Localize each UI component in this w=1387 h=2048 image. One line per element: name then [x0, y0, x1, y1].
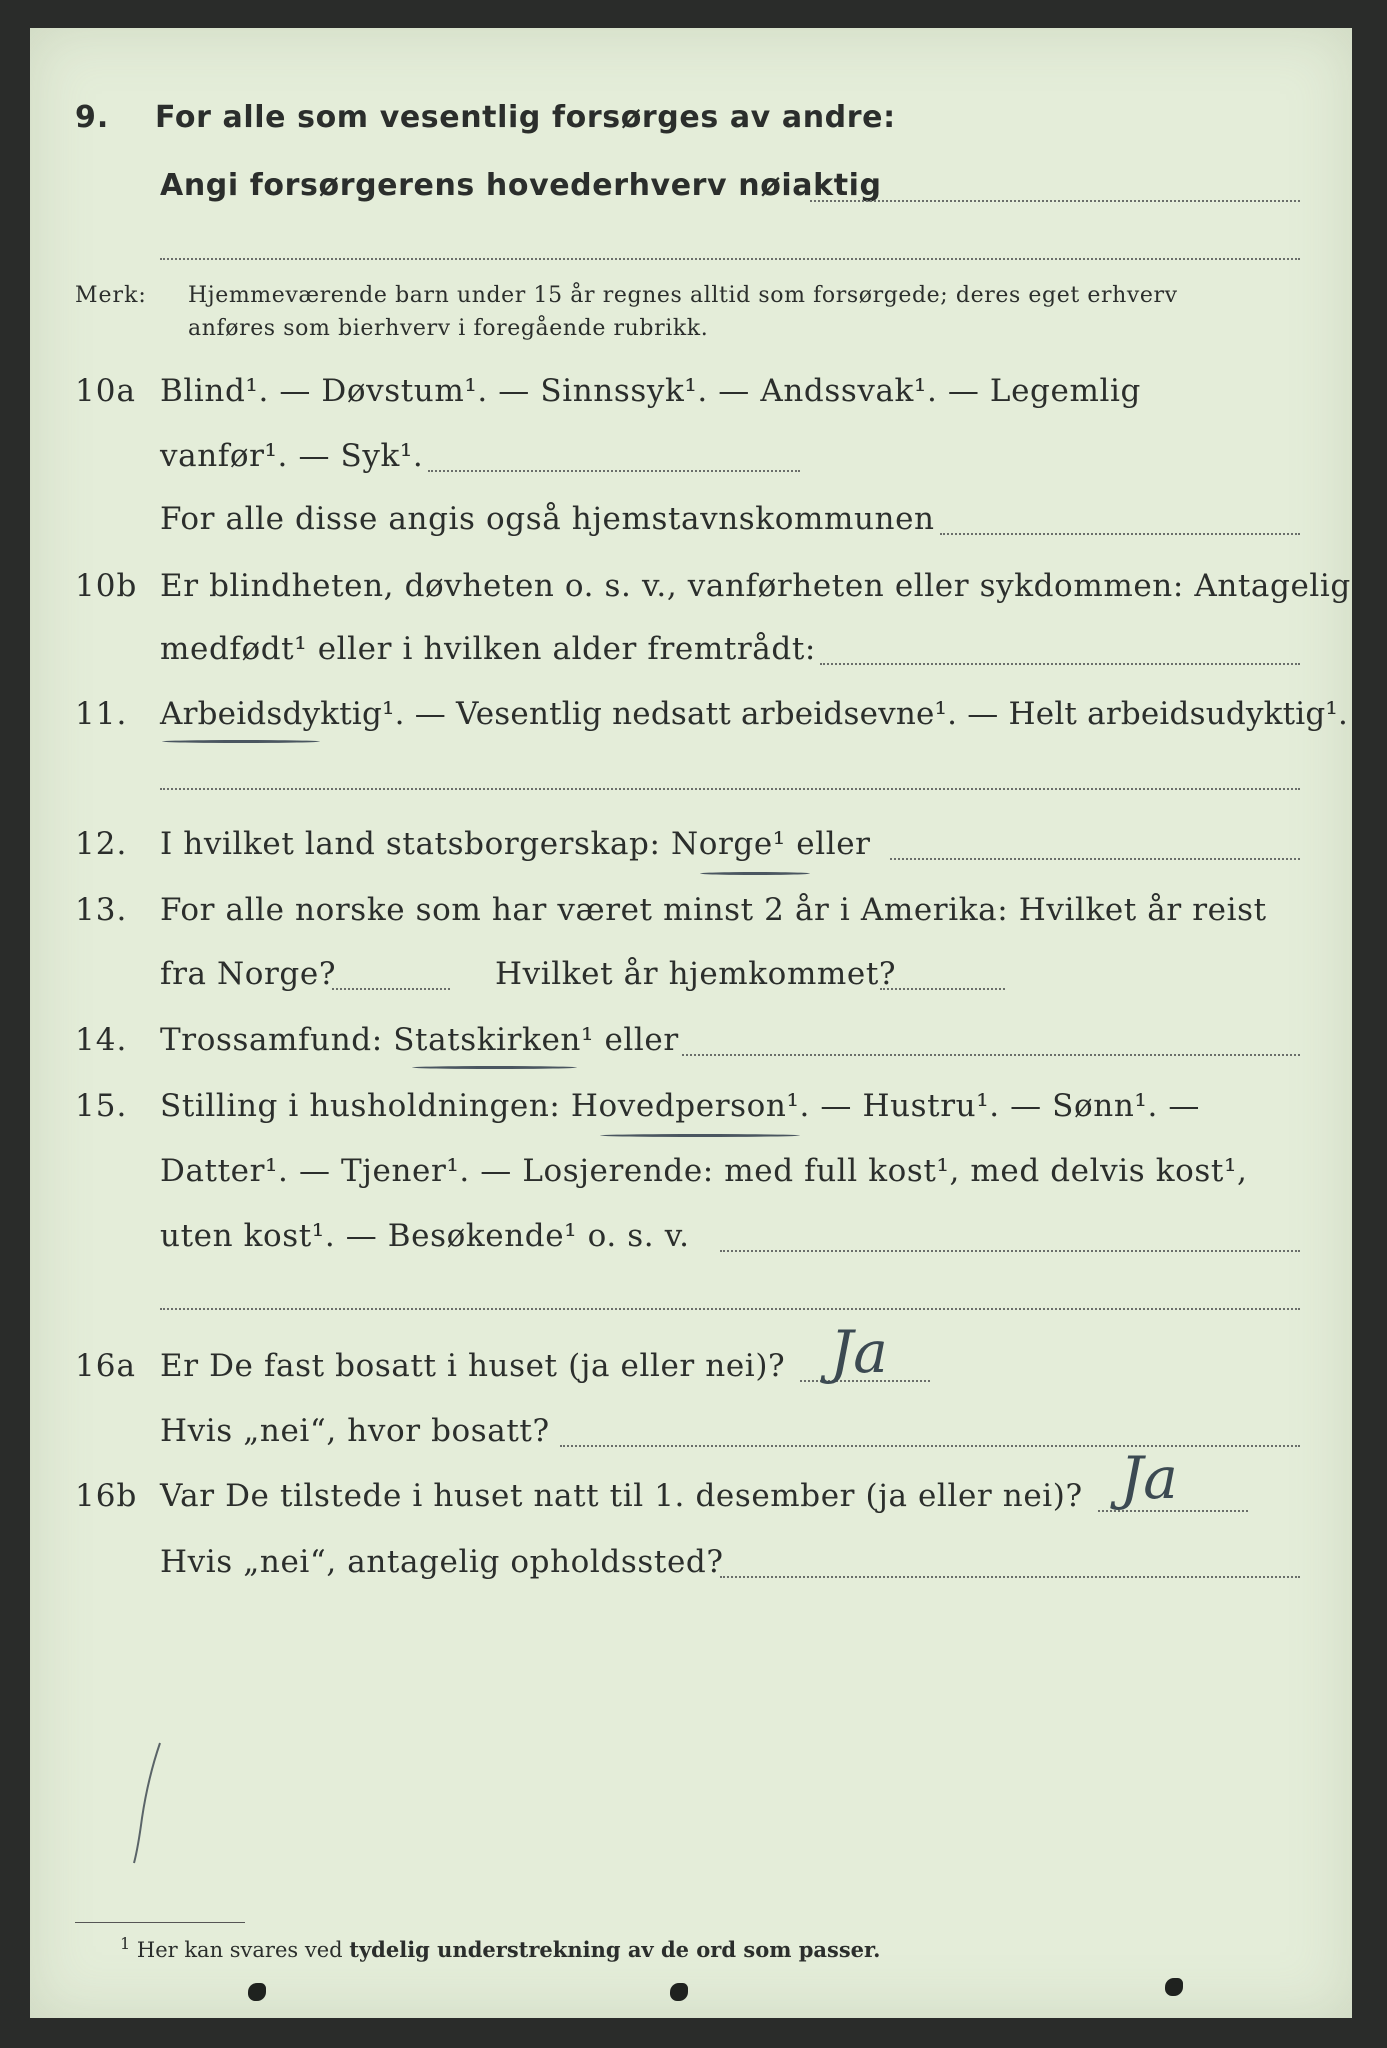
question-text: For alle disse angis også hjemstavnskommunen [160, 501, 935, 537]
ink-blot [248, 1983, 266, 2001]
footnote-rule [75, 1922, 245, 1923]
question-text: uten kost¹. — Besøkende¹ o. s. v. [160, 1218, 690, 1254]
question-text: Angi forsørgerens hovederhverv nøiaktig [160, 168, 882, 203]
question-text: Hvilket år hjemkommet? [495, 956, 897, 992]
question-number: 16a [75, 1348, 136, 1384]
question-text: For alle som vesentlig forsørges av andre: [155, 100, 896, 135]
handwritten-answer: Ja [1120, 1444, 1178, 1512]
answer-line[interactable] [160, 258, 1300, 260]
handwritten-underline [700, 872, 810, 875]
footnote-text-bold: tydelig understrekning av de ord som passer. [349, 1937, 881, 1962]
question-number: 13. [75, 892, 128, 928]
answer-line[interactable] [940, 533, 1300, 535]
question-number: 10a [75, 373, 136, 409]
question-text: vanfør¹. — Syk¹. [160, 438, 424, 474]
footnote-mark: 1 [120, 1934, 131, 1953]
question-text: Er blindheten, døvheten o. s. v., vanførheten eller sykdommen: Antagelig [160, 568, 1351, 604]
question-text: Var De tilstede i huset natt til 1. desember (ja eller nei)? [160, 1478, 1083, 1514]
question-text: Stilling i husholdningen: Hovedperson¹. — Hustru¹. — Sønn¹. — [160, 1088, 1200, 1124]
answer-line[interactable] [890, 858, 1300, 860]
question-text: I hvilket land statsborgerskap: Norge¹ eller [160, 826, 871, 862]
answer-line[interactable] [820, 663, 1300, 665]
answer-line[interactable] [560, 1445, 1300, 1447]
question-text: medfødt¹ eller i hvilken alder fremtrådt: [160, 631, 816, 667]
handwritten-underline [412, 1066, 577, 1069]
footnote [120, 1934, 880, 1962]
handwritten-answer: Ja [830, 1318, 888, 1386]
answer-line[interactable] [160, 788, 1300, 790]
census-form-page [30, 28, 1352, 2018]
question-number: 11. [75, 696, 128, 732]
question-number: 14. [75, 1022, 128, 1058]
question-text: Trossamfund: Statskirken¹ eller [160, 1022, 679, 1058]
answer-line[interactable] [810, 200, 1300, 202]
question-text: Arbeidsdyktig¹. — Vesentlig nedsatt arbeidsevne¹. — Helt arbeidsudyktig¹. [160, 696, 1349, 732]
question-text: Hvis „nei“, antagelig opholdssted? [160, 1544, 724, 1580]
question-number: 10b [75, 568, 138, 604]
question-text: fra Norge? [160, 956, 337, 992]
handwritten-underline [600, 1134, 800, 1137]
note-text: anføres som bierhverv i foregående rubrikk. [188, 316, 709, 341]
answer-line[interactable] [720, 1250, 1300, 1252]
question-number: 16b [75, 1478, 138, 1514]
note-text: Hjemmeværende barn under 15 år regnes alltid som forsørgede; deres eget erhverv [188, 283, 1178, 308]
answer-line[interactable] [880, 988, 1005, 990]
question-text: Blind¹. — Døvstum¹. — Sinnssyk¹. — Andssvak¹. — Legemlig [160, 373, 1141, 409]
pen-stroke-mark [130, 1738, 170, 1868]
note-label: Merk: [75, 283, 147, 308]
ink-blot [1165, 1978, 1183, 1996]
answer-line[interactable] [682, 1054, 1300, 1056]
answer-line[interactable] [720, 1576, 1300, 1578]
question-number: 15. [75, 1088, 128, 1124]
question-text: Hvis „nei“, hvor bosatt? [160, 1413, 550, 1449]
answer-line[interactable] [160, 1308, 1300, 1310]
question-number: 12. [75, 826, 128, 862]
answer-line[interactable] [428, 470, 800, 472]
ink-blot [670, 1983, 688, 2001]
answer-line[interactable] [332, 988, 450, 990]
footnote-text: Her kan svares ved [136, 1938, 343, 1962]
question-text: For alle norske som har været minst 2 år i Amerika: Hvilket år reist [160, 892, 1267, 928]
handwritten-underline [162, 740, 320, 743]
question-text: Datter¹. — Tjener¹. — Losjerende: med full kost¹, med delvis kost¹, [160, 1153, 1248, 1189]
question-text: Er De fast bosatt i huset (ja eller nei)? [160, 1348, 786, 1384]
question-number: 9. [75, 100, 110, 135]
